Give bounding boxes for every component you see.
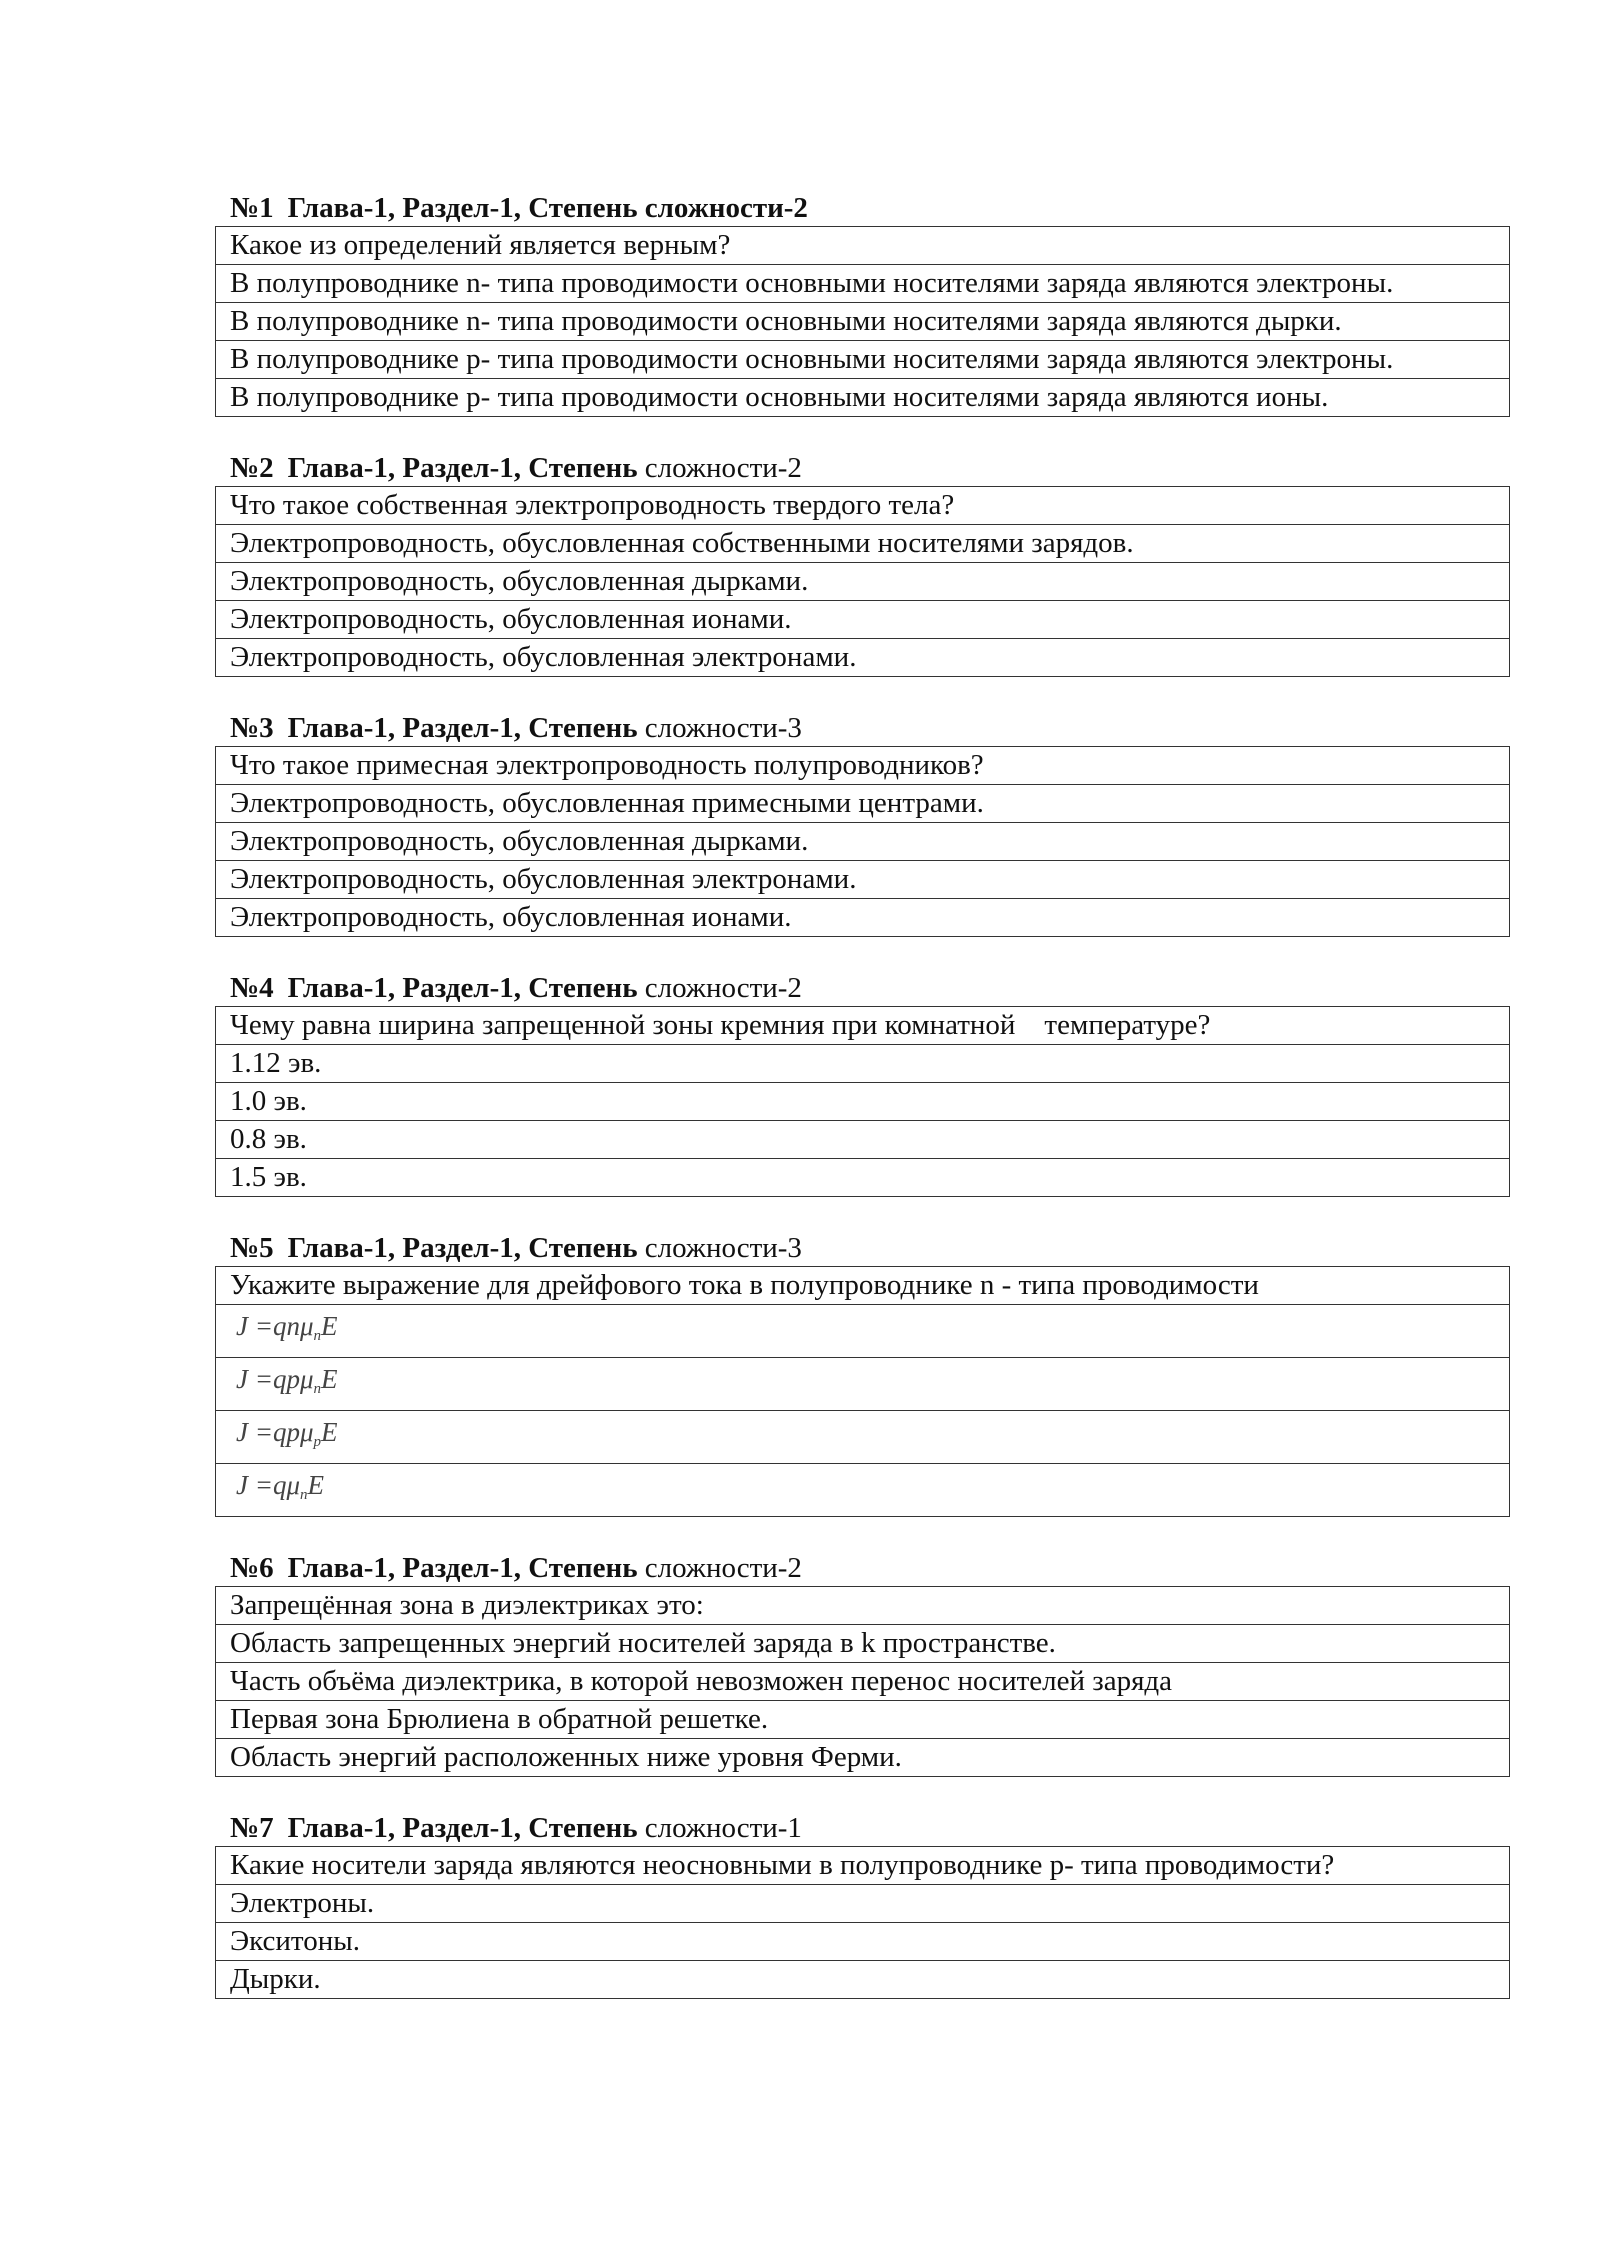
question-row bbox=[216, 487, 1510, 525]
question-heading bbox=[215, 1810, 1510, 1846]
answer-option: 0.8 эв. bbox=[216, 1121, 1510, 1159]
answer-option: Первая зона Брюлиена в обратной решетке. bbox=[216, 1701, 1510, 1739]
answer-row bbox=[216, 303, 1510, 341]
question-block-5 bbox=[215, 1230, 1510, 1517]
answer-option: Электропроводность, обусловленная дырками. bbox=[216, 563, 1510, 601]
answer-row bbox=[216, 1083, 1510, 1121]
question-text: Чему равна ширина запрещенной зоны кремния при комнатной температуре? bbox=[216, 1007, 1510, 1045]
question-heading bbox=[215, 1230, 1510, 1266]
answer-option: Электропроводность, обусловленная электронами. bbox=[216, 861, 1510, 899]
question-number: №6 bbox=[230, 1552, 274, 1584]
answer-option: 1.5 эв. bbox=[216, 1159, 1510, 1197]
answer-option: 1.12 эв. bbox=[216, 1045, 1510, 1083]
question-meta-bold: Глава-1, Раздел-1, Степень bbox=[287, 1552, 638, 1584]
question-heading bbox=[215, 1550, 1510, 1586]
answer-row bbox=[216, 1663, 1510, 1701]
question-heading bbox=[215, 710, 1510, 746]
question-table bbox=[215, 226, 1510, 417]
formula-option bbox=[216, 1411, 1510, 1464]
answer-row bbox=[216, 785, 1510, 823]
answer-row bbox=[216, 341, 1510, 379]
question-table bbox=[215, 746, 1510, 937]
question-meta-bold: Глава-1, Раздел-1, Степень сложности-2 bbox=[287, 192, 808, 224]
question-block-2 bbox=[215, 450, 1510, 677]
question-block-4 bbox=[215, 970, 1510, 1197]
answer-row bbox=[216, 1358, 1510, 1411]
question-meta-bold: Глава-1, Раздел-1, Степень bbox=[287, 712, 638, 744]
answer-row bbox=[216, 563, 1510, 601]
question-block-6 bbox=[215, 1550, 1510, 1777]
answer-row bbox=[216, 525, 1510, 563]
question-number: №3 bbox=[230, 712, 274, 744]
question-heading bbox=[215, 970, 1510, 1006]
answer-option: Область энергий расположенных ниже уровня Ферми. bbox=[216, 1739, 1510, 1777]
answer-row bbox=[216, 1739, 1510, 1777]
answer-row bbox=[216, 1625, 1510, 1663]
question-table bbox=[215, 1586, 1510, 1777]
question-row bbox=[216, 1587, 1510, 1625]
question-row bbox=[216, 1847, 1510, 1885]
question-number: №5 bbox=[230, 1232, 274, 1264]
answer-option: Электропроводность, обусловленная электронами. bbox=[216, 639, 1510, 677]
question-table bbox=[215, 1006, 1510, 1197]
formula-option bbox=[216, 1305, 1510, 1358]
formula-option bbox=[216, 1358, 1510, 1411]
answer-row bbox=[216, 1464, 1510, 1517]
answer-option: Область запрещенных энергий носителей заряда в k пространстве. bbox=[216, 1625, 1510, 1663]
answer-row bbox=[216, 1885, 1510, 1923]
question-text: Что такое примесная электропроводность полупроводников? bbox=[216, 747, 1510, 785]
formula: J =qpμ$_p$E bbox=[236, 1417, 338, 1450]
question-text: Какое из определений является верным? bbox=[216, 227, 1510, 265]
question-number: №7 bbox=[230, 1812, 274, 1844]
question-row bbox=[216, 227, 1510, 265]
question-text: Что такое собственная электропроводность твердого тела? bbox=[216, 487, 1510, 525]
formula-option bbox=[216, 1464, 1510, 1517]
answer-row bbox=[216, 1121, 1510, 1159]
question-meta-regular: сложности-3 bbox=[644, 712, 802, 744]
question-meta-regular: сложности-1 bbox=[644, 1812, 802, 1844]
question-number: №4 bbox=[230, 972, 274, 1004]
answer-row bbox=[216, 601, 1510, 639]
answer-option: Электропроводность, обусловленная ионами. bbox=[216, 899, 1510, 937]
answer-row bbox=[216, 1159, 1510, 1197]
answer-option: Электропроводность, обусловленная дырками. bbox=[216, 823, 1510, 861]
answer-option: Электропроводность, обусловленная ионами. bbox=[216, 601, 1510, 639]
answer-option: Электропроводность, обусловленная собственными носителями зарядов. bbox=[216, 525, 1510, 563]
answer-option: В полупроводнике n- типа проводимости основными носителями заряда являются электроны. bbox=[216, 265, 1510, 303]
answer-row bbox=[216, 1923, 1510, 1961]
question-block-7 bbox=[215, 1810, 1510, 1999]
question-table bbox=[215, 1846, 1510, 1999]
question-number: №1 bbox=[230, 192, 274, 224]
question-table bbox=[215, 486, 1510, 677]
formula: J =qpμ$_n$E bbox=[236, 1364, 338, 1397]
answer-option: Часть объёма диэлектрика, в которой невозможен перенос носителей заряда bbox=[216, 1663, 1510, 1701]
question-text: Запрещённая зона в диэлектриках это: bbox=[216, 1587, 1510, 1625]
answer-row bbox=[216, 1701, 1510, 1739]
question-meta-regular: сложности-2 bbox=[644, 972, 802, 1004]
answer-row bbox=[216, 379, 1510, 417]
answer-option: 1.0 эв. bbox=[216, 1083, 1510, 1121]
question-number: №2 bbox=[230, 452, 274, 484]
question-text: Какие носители заряда являются неосновными в полупроводнике p- типа проводимости? bbox=[216, 1847, 1510, 1885]
answer-row bbox=[216, 861, 1510, 899]
question-text: Укажите выражение для дрейфового тока в полупроводнике n - типа проводимости bbox=[216, 1267, 1510, 1305]
answer-option: Электропроводность, обусловленная примесными центрами. bbox=[216, 785, 1510, 823]
formula: J =qnμ$_n$E bbox=[236, 1311, 338, 1344]
answer-row bbox=[216, 899, 1510, 937]
question-heading bbox=[215, 190, 1510, 226]
question-meta-bold: Глава-1, Раздел-1, Степень bbox=[287, 972, 638, 1004]
answer-option: В полупроводнике p- типа проводимости основными носителями заряда являются электроны. bbox=[216, 341, 1510, 379]
answer-row bbox=[216, 1305, 1510, 1358]
answer-row bbox=[216, 265, 1510, 303]
question-block-3 bbox=[215, 710, 1510, 937]
question-heading bbox=[215, 450, 1510, 486]
question-meta-regular: сложности-2 bbox=[644, 1552, 802, 1584]
answer-row bbox=[216, 823, 1510, 861]
answer-option: Дырки. bbox=[216, 1961, 1510, 1999]
answer-row bbox=[216, 639, 1510, 677]
question-meta-bold: Глава-1, Раздел-1, Степень bbox=[287, 1812, 638, 1844]
answer-option: В полупроводнике p- типа проводимости основными носителями заряда являются ионы. bbox=[216, 379, 1510, 417]
question-block-1 bbox=[215, 190, 1510, 417]
answer-option: В полупроводнике n- типа проводимости основными носителями заряда являются дырки. bbox=[216, 303, 1510, 341]
answer-row bbox=[216, 1411, 1510, 1464]
question-row bbox=[216, 747, 1510, 785]
answer-option: Экситоны. bbox=[216, 1923, 1510, 1961]
document-page bbox=[215, 190, 1510, 2032]
formula: $J =q\mu_nE$ bbox=[236, 1470, 325, 1503]
question-meta-bold: Глава-1, Раздел-1, Степень bbox=[287, 452, 638, 484]
question-meta-regular: сложности-3 bbox=[644, 1232, 802, 1264]
question-meta-bold: Глава-1, Раздел-1, Степень bbox=[287, 1232, 638, 1264]
answer-row bbox=[216, 1045, 1510, 1083]
answer-option: Электроны. bbox=[216, 1885, 1510, 1923]
question-table bbox=[215, 1266, 1510, 1517]
answer-row bbox=[216, 1961, 1510, 1999]
question-row bbox=[216, 1007, 1510, 1045]
question-row bbox=[216, 1267, 1510, 1305]
question-meta-regular: сложности-2 bbox=[644, 452, 802, 484]
